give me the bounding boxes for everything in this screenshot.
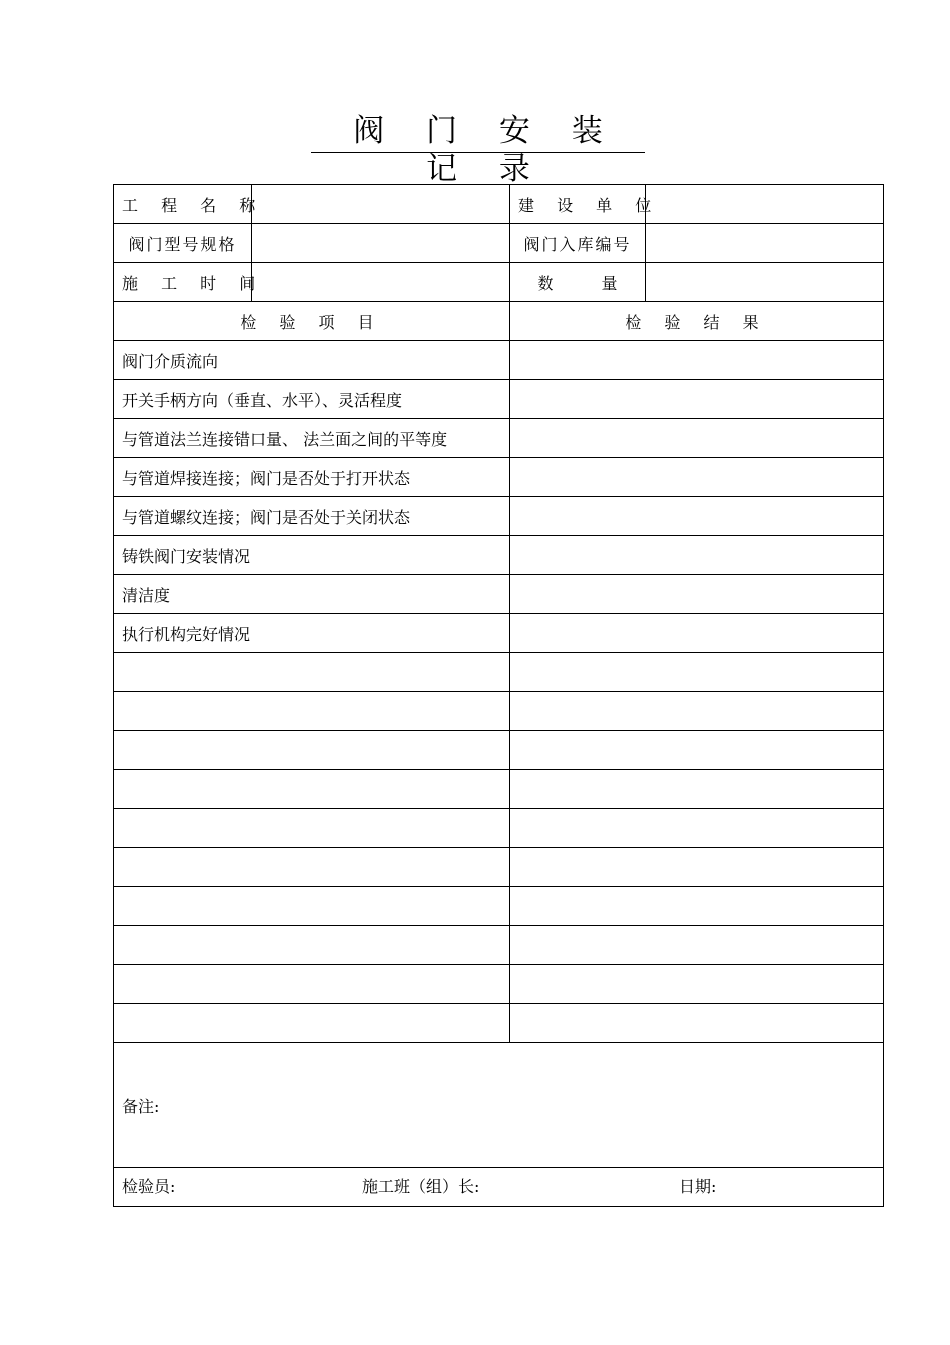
valve-installation-form	[113, 184, 884, 1207]
quantity-label	[510, 263, 646, 302]
project-name-label: 工 程 名 称	[114, 185, 252, 224]
valve-model-field[interactable]	[252, 224, 510, 263]
inspection-result-field[interactable]	[510, 926, 884, 965]
inspection-item: 铸铁阀门安装情况	[114, 536, 510, 575]
valve-stock-no-label: 阀门入库编号	[510, 224, 646, 263]
inspection-result-field[interactable]	[510, 887, 884, 926]
remarks-label: 备注:	[122, 1096, 160, 1116]
inspection-item[interactable]	[114, 653, 510, 692]
quantity-label-b: 量	[601, 273, 618, 293]
inspection-item-header: 检 验 项 目	[114, 302, 510, 341]
title-underline	[311, 112, 645, 187]
inspection-result-field[interactable]	[510, 809, 884, 848]
inspection-item: 执行机构完好情况	[114, 614, 510, 653]
inspection-result-field[interactable]	[510, 380, 884, 419]
inspection-result-field[interactable]	[510, 731, 884, 770]
valve-model-label: 阀门型号规格	[114, 224, 252, 263]
inspection-result-field[interactable]	[510, 341, 884, 380]
owner-label: 建 设 单 位	[510, 185, 646, 224]
column-header-row	[114, 302, 884, 341]
quantity-label-a: 数	[537, 273, 554, 293]
header-row-valve	[114, 224, 884, 263]
inspection-item: 与管道法兰连接错口量、 法兰面之间的平等度	[114, 419, 510, 458]
signature-row	[114, 1168, 884, 1207]
inspection-item[interactable]	[114, 731, 510, 770]
table-row	[114, 458, 884, 497]
table-row	[114, 809, 884, 848]
table-row	[114, 497, 884, 536]
page-title: 阀 门 安 装 记 录	[353, 113, 619, 187]
inspection-item: 清洁度	[114, 575, 510, 614]
header-row-time	[114, 263, 884, 302]
inspection-item: 与管道焊接连接；阀门是否处于打开状态	[114, 458, 510, 497]
inspector-label: 检验员:	[122, 1177, 176, 1196]
inspection-item[interactable]	[114, 887, 510, 926]
inspection-result-header: 检 验 结 果	[510, 302, 884, 341]
valve-stock-no-field[interactable]	[646, 224, 884, 263]
table-row	[114, 341, 884, 380]
signature-line	[122, 1168, 875, 1206]
inspection-result-field[interactable]	[510, 536, 884, 575]
inspection-item: 开关手柄方向（垂直、水平）、灵活程度	[114, 380, 510, 419]
header-row-project	[114, 185, 884, 224]
table-row	[114, 887, 884, 926]
inspection-result-field[interactable]	[510, 692, 884, 731]
remarks-field[interactable]	[114, 1043, 884, 1168]
signature-cell	[114, 1168, 884, 1207]
table-row	[114, 770, 884, 809]
inspection-item[interactable]	[114, 848, 510, 887]
inspection-result-field[interactable]	[510, 458, 884, 497]
construction-time-label: 施 工 时 间	[114, 263, 252, 302]
quantity-field[interactable]	[646, 263, 884, 302]
project-name-field[interactable]	[252, 185, 510, 224]
table-row	[114, 848, 884, 887]
table-row	[114, 536, 884, 575]
date-label: 日期:	[679, 1177, 717, 1196]
table-row	[114, 965, 884, 1004]
table-row	[114, 1004, 884, 1043]
owner-field[interactable]	[646, 185, 884, 224]
inspection-item[interactable]	[114, 926, 510, 965]
inspection-item[interactable]	[114, 692, 510, 731]
team-leader-label: 施工班（组）长:	[362, 1177, 480, 1196]
inspection-item[interactable]	[114, 809, 510, 848]
inspection-result-field[interactable]	[510, 497, 884, 536]
inspection-item[interactable]	[114, 770, 510, 809]
table-row	[114, 419, 884, 458]
inspection-item: 与管道螺纹连接；阀门是否处于关闭状态	[114, 497, 510, 536]
construction-time-field[interactable]	[252, 263, 510, 302]
table-row	[114, 926, 884, 965]
inspection-result-field[interactable]	[510, 575, 884, 614]
inspection-result-field[interactable]	[510, 770, 884, 809]
inspection-item: 阀门介质流向	[114, 341, 510, 380]
table-row	[114, 614, 884, 653]
table-row	[114, 380, 884, 419]
inspection-result-field[interactable]	[510, 614, 884, 653]
inspection-result-field[interactable]	[510, 419, 884, 458]
inspection-result-field[interactable]	[510, 848, 884, 887]
inspection-result-field[interactable]	[510, 1004, 884, 1043]
table-row	[114, 575, 884, 614]
table-row	[114, 692, 884, 731]
inspection-result-field[interactable]	[510, 653, 884, 692]
table-row	[114, 731, 884, 770]
table-row	[114, 653, 884, 692]
inspection-result-field[interactable]	[510, 965, 884, 1004]
remarks-row	[114, 1043, 884, 1168]
inspection-item[interactable]	[114, 965, 510, 1004]
inspection-item[interactable]	[114, 1004, 510, 1043]
